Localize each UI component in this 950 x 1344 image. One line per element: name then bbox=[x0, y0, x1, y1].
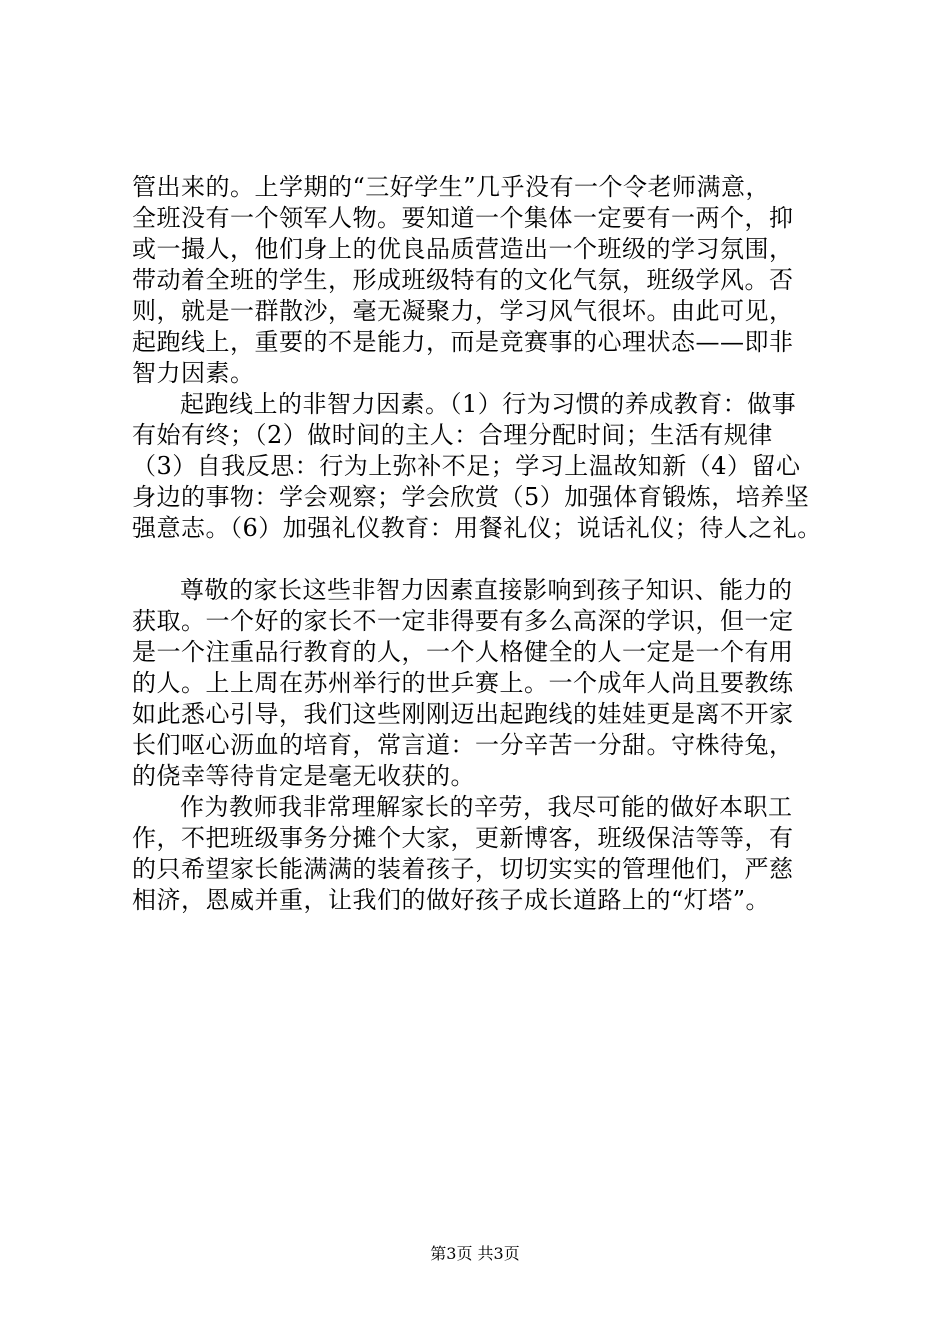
text-line: 作，不把班级事务分摊个大家，更新博客，班级保洁等等，有 bbox=[132, 824, 794, 852]
text-line: 相济，恩威并重，让我们的做好孩子成长道路上的“灯塔”。 bbox=[132, 886, 771, 914]
text-line: 有始有终；（2）做时间的主人：合理分配时间；生活有规律 bbox=[132, 421, 773, 449]
text-line: 则，就是一群散沙，毫无凝聚力，学习风气很坏。由此可见， bbox=[132, 297, 794, 325]
page-footer bbox=[0, 1244, 950, 1264]
paragraph-start-line: 作为教师我非常理解家长的辛劳，我尽可能的做好本职工 bbox=[180, 793, 793, 821]
text-line: 的侥幸等待肯定是毫无收获的。 bbox=[132, 762, 475, 790]
text-line: 的只希望家长能满满的装着孩子，切切实实的管理他们，严慈 bbox=[132, 855, 794, 883]
text-line: 管出来的。上学期的“三好学生”几乎没有一个令老师满意， bbox=[132, 173, 771, 201]
text-line: 全班没有一个领军人物。要知道一个集体一定要有一两个，抑 bbox=[132, 204, 794, 232]
paragraph-start-line: 尊敬的家长这些非智力因素直接影响到孩子知识、能力的 bbox=[180, 576, 793, 604]
paragraph-start-line: 起跑线上的非智力因素。（1）行为习惯的养成教育：做事 bbox=[180, 390, 797, 418]
text-line: 长们呕心沥血的培育，常言道：一分辛苦一分甜。守株待兔， bbox=[132, 731, 794, 759]
text-line: 的人。上上周在苏州举行的世乒赛上。一个成年人尚且要教练 bbox=[132, 669, 794, 697]
text-line: 带动着全班的学生，形成班级特有的文化气氛，班级学风。否 bbox=[132, 266, 794, 294]
text-line: 起跑线上，重要的不是能力，而是竞赛事的心理状态——即非 bbox=[132, 328, 794, 356]
text-line: 如此悉心引导，我们这些刚刚迈出起跑线的娃娃更是离不开家 bbox=[132, 700, 794, 728]
text-line: 是一个注重品行教育的人，一个人格健全的人一定是一个有用 bbox=[132, 638, 794, 666]
text-line: 智力因素。 bbox=[132, 359, 255, 387]
text-line: 身边的事物：学会观察；学会欣赏（5）加强体育锻炼，培养坚 bbox=[132, 483, 810, 511]
text-line: 或一撮人，他们身上的优良品质营造出一个班级的学习氛围， bbox=[132, 235, 794, 263]
text-line: （3）自我反思：行为上弥补不足；学习上温故知新（4）留心 bbox=[132, 452, 801, 480]
text-line: 获取。一个好的家长不一定非得要有多么高深的学识，但一定 bbox=[132, 607, 794, 635]
text-line: 强意志。（6）加强礼仪教育：用餐礼仪；说话礼仪；待人之礼。 bbox=[132, 514, 822, 542]
body-text bbox=[132, 172, 832, 916]
blank-line bbox=[132, 544, 832, 575]
page-number-label: 第3页 共3页 bbox=[430, 1244, 520, 1263]
